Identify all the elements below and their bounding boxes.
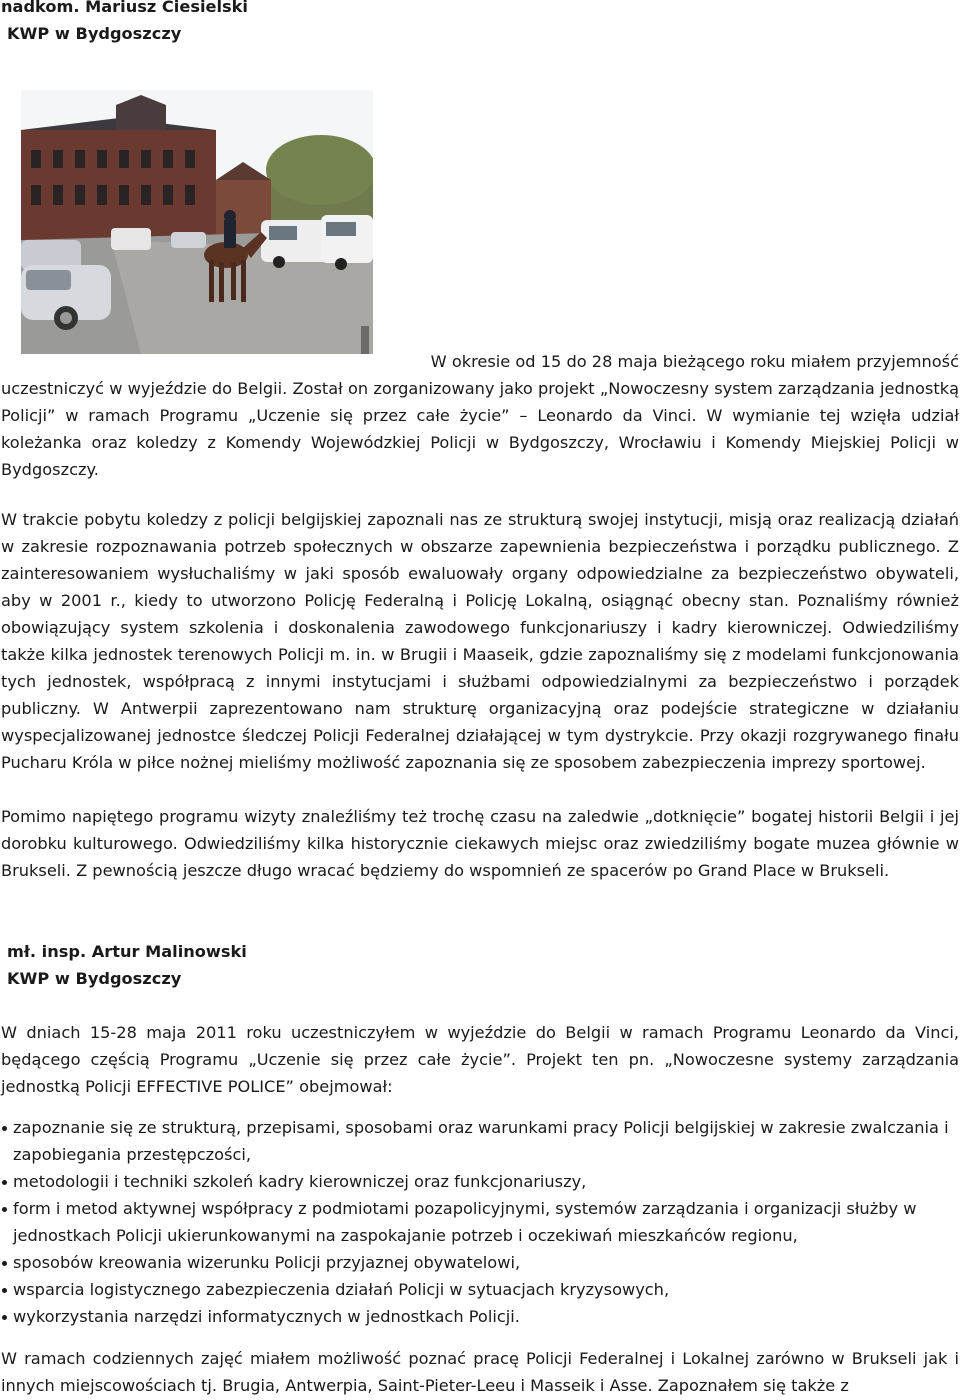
- list-item: metodologii i techniki szkoleń kadry kierowniczej oraz funkcjonariuszy,: [1, 1168, 959, 1195]
- author-unit: KWP w Bydgoszczy: [7, 24, 182, 43]
- paragraph-1-text: uczestniczyć w wyjeździe do Belgii. Został on zorganizowany jako projekt „Nowoczesny system zarządzania jednostką Policji” w ramach Programu „Uczenie się przez całe życie” – Leonardo da Vinci. W wymianie tej wzięła udział koleżanka oraz koledzy z Komendy Wojewódzkiej Policji w Bydgoszczy, Wrocławiu i Komendy Miejskiej Policji w Bydgoszczy.: [1, 379, 959, 479]
- list-item: sposobów kreowania wizerunku Policji przyjaznej obywatelowi,: [1, 1249, 959, 1276]
- author-block-2: [1, 938, 247, 992]
- author-name: nadkom. Mariusz Ciesielski: [1, 0, 248, 16]
- author-unit: KWP w Bydgoszczy: [7, 969, 182, 988]
- list-item: zapoznanie się ze strukturą, przepisami, sposobami oraz warunkami pracy Policji belgijskiej w zakresie zwalczania i zapobiegania przestępczości,: [1, 1114, 959, 1168]
- list-item: wykorzystania narzędzi informatycznych w jednostkach Policji.: [1, 1303, 959, 1330]
- author-block-1: [1, 0, 248, 47]
- author-name: mł. insp. Artur Malinowski: [7, 942, 247, 961]
- paragraph-2: W trakcie pobytu koledzy z policji belgijskiej zapoznali nas ze strukturą swojej instytucji, misją oraz realizacją działań w zakresie rozpoznawania potrzeb społecznych w obszarze zapewnienia bezpieczeństwa i porządku publicznego. Z zainteresowaniem wysłuchaliśmy w jaki sposób ewaluowały organy odpowiedzialne za bezpieczeństwo obywateli, aby w 2001 r., kiedy to utworzono Policję Federalną i Policję Lokalną, osiągnąć obecny stan. Poznaliśmy również obowiązujący system szkolenia i doskonalenia zawodowego funkcjonariuszy i kadry kierowniczej. Odwiedziliśmy także kilka jednostek terenowych Policji m. in. w Brugii i Maaseik, gdzie zapoznaliśmy się z modelami funkcjonowania tych jednostek, współpracą z innymi instytucjami i służbami odpowiedzialnymi za bezpieczeństwo i porządek publiczny. W Antwerpii zaprezentowano nam strukturę organizacyjną oraz podejście strategiczne w działaniu wyspecjalizowanej jednostce śledczej Policji Federalnej działającej w tym dystrykcie. Przy okazji rozgrywanego finału Pucharu Króla w piłce nożnej mieliśmy możliwość zapoznania się ze sposobem zabezpieczenia imprezy sportowej.: [1, 510, 959, 772]
- photo-illustration: [21, 90, 373, 354]
- paragraph-4: W dniach 15-28 maja 2011 roku uczestniczyłem w wyjeździe do Belgii w ramach Programu Leonardo da Vinci, będącego częścią Programu „Uczenie się przez całe życie”. Projekt ten pn. „Nowoczesne systemy zarządzania jednostką Policji EFFECTIVE POLICE” obejmował:: [1, 1023, 959, 1096]
- photo-police-horseback: [21, 90, 373, 354]
- paragraph-1-lead: W okresie od 15 do 28 maja bieżącego roku miałem przyjemność: [430, 352, 959, 371]
- paragraph-1: [1, 348, 959, 483]
- paragraph-3: Pomimo napiętego programu wizyty znaleźliśmy też trochę czasu na zaledwie „dotknięcie” bogatej historii Belgii i jej dorobku kulturowego. Odwiedziliśmy kilka historycznie ciekawych miejsc oraz zwiedziliśmy bogate muzea głównie w Brukseli. Z pewnością jeszcze długo wracać będziemy do wspomnień ze spacerów po Grand Place w Brukseli.: [1, 807, 959, 880]
- list-item: form i metod aktywnej współpracy z podmiotami pozapolicyjnymi, systemów zarządzania i organizacji służby w jednostkach Policji ukierunkowanymi na zaspokajanie potrzeb i oczekiwań mieszkańców regionu,: [1, 1195, 959, 1249]
- paragraph-5: W ramach codziennych zajęć miałem możliwość poznać pracę Policji Federalnej i Lokalnej zarówno w Brukseli jak i innych miejscowościach tj. Brugia, Antwerpia, Saint-Pieter-Leeu i Masseik i Asse. Zapoznałem się także z: [1, 1349, 959, 1395]
- list-item: wsparcia logistycznego zabezpieczenia działań Policji w sytuacjach kryzysowych,: [1, 1276, 959, 1303]
- bullet-list: [1, 1114, 959, 1330]
